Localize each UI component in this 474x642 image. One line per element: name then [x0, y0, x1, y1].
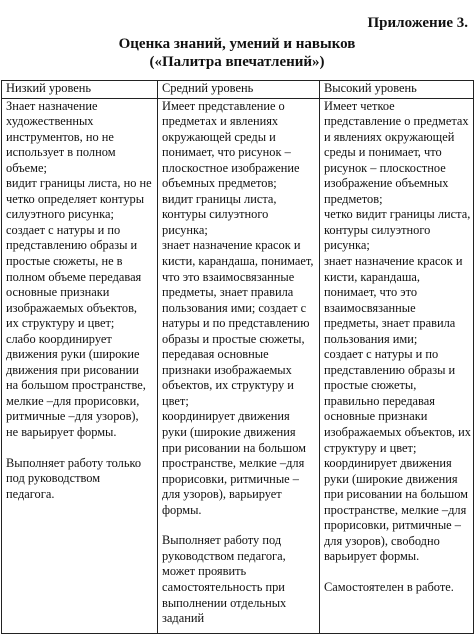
low-level-independence — [6, 456, 155, 503]
header-medium-level: Средний уровень — [158, 81, 320, 99]
text-line: использует в полном — [6, 145, 116, 160]
text-line: понимает, что это — [324, 285, 418, 300]
text-line: представлению образы и — [324, 362, 456, 377]
text-line: простые сюжеты, не в — [6, 254, 123, 269]
text-line: рисунка; — [162, 222, 208, 237]
document-subtitle: («Палитра впечатлений») — [149, 54, 325, 70]
text-line: прорисовки, ритмичные – — [324, 518, 461, 533]
text-line: при рисовании на большом — [324, 487, 468, 502]
low-level-description — [6, 99, 155, 441]
text-line: взаимосвязанные — [324, 300, 416, 315]
text-line: выполнении отдельных — [162, 595, 287, 610]
text-line: видит границы листа, — [162, 191, 277, 206]
cell-high-level — [320, 98, 474, 633]
text-line: плоскостное изображение — [162, 160, 300, 175]
text-line: объектов, их структуру и — [162, 378, 294, 393]
text-line: знает назначение красок и — [162, 238, 301, 253]
table-header-row — [2, 81, 474, 99]
text-line: может проявить — [162, 564, 247, 579]
text-line: Имеет четкое — [324, 98, 395, 113]
text-line: представление о предметах — [324, 114, 469, 129]
text-line: пространстве, мелкие –для — [162, 456, 305, 471]
document-title: Оценка знаний, умений и навыков — [118, 36, 356, 52]
text-line: Имеет представление о — [162, 98, 285, 113]
text-line: простые сюжеты, — [324, 378, 417, 393]
text-line: предметы, знает правила — [162, 285, 294, 300]
table-row — [2, 98, 474, 633]
text-line: формы. — [162, 502, 202, 517]
text-line: кисти, карандаша, — [324, 269, 420, 284]
text-line: натуры и по представлению — [162, 316, 310, 331]
text-line: образы и простые сюжеты, — [162, 331, 305, 346]
cell-medium-level — [158, 98, 320, 633]
text-line: для узоров), свободно — [324, 533, 440, 548]
text-line: под руководством — [6, 471, 101, 486]
text-line: пользования ими; — [324, 331, 418, 346]
text-line: прорисовки, ритмичные – — [162, 471, 299, 486]
text-line: движения при рисовании — [6, 362, 139, 377]
appendix-number: Приложение 3. — [367, 15, 468, 31]
text-line: координирует движения — [162, 409, 290, 424]
medium-level-independence — [162, 533, 317, 626]
text-line: основные признаки — [6, 285, 110, 300]
text-line: Выполняет работу под — [162, 533, 282, 548]
cell-low-level — [2, 98, 158, 633]
text-line: силуэтного рисунка; — [6, 207, 114, 222]
text-line: создает с натуры и по — [6, 222, 121, 237]
text-line: полном объеме передавая — [6, 269, 142, 284]
text-line: их структуру и цвет; — [6, 316, 115, 331]
text-line: координирует движения — [324, 456, 452, 471]
text-line: Выполняет работу только — [6, 455, 142, 470]
text-line: видит границы листа, но не — [6, 176, 152, 191]
text-line: объемных предметов; — [162, 176, 277, 191]
text-line: инструментов, но не — [6, 129, 114, 144]
text-line: руководством педагога, — [162, 548, 286, 563]
text-line: контуры силуэтного — [324, 222, 431, 237]
text-line: предметах и явлениях — [162, 114, 279, 129]
text-line: четко определяет контуры — [6, 191, 145, 206]
text-line: предметов; — [324, 191, 383, 206]
text-line: окружающей среды и — [162, 129, 276, 144]
text-line: среды и понимает, что — [324, 145, 442, 160]
text-line: самостоятельность при — [162, 579, 285, 594]
medium-level-description — [162, 99, 317, 519]
text-line: четко видит границы листа, — [324, 207, 471, 222]
text-line: что это взаимосвязанные — [162, 269, 295, 284]
text-line: ритмичные –для узоров), — [6, 409, 139, 424]
text-line: объеме; — [6, 160, 47, 175]
text-line: слабо координирует — [6, 331, 112, 346]
text-line: понимает, что рисунок – — [162, 145, 291, 160]
text-line: заданий — [162, 611, 205, 626]
text-line: правильно передавая — [324, 393, 435, 408]
text-line: Знает назначение — [6, 98, 98, 113]
text-line: передавая основные — [162, 347, 269, 362]
text-line: цвет; — [162, 393, 189, 408]
text-line: Самостоятелен в работе. — [324, 579, 454, 594]
text-line: при рисовании на большом — [162, 440, 306, 455]
text-line: пользования ими; создает с — [162, 300, 307, 315]
header-high-level: Высокий уровень — [320, 81, 474, 99]
text-line: движения руки (широкие — [6, 347, 140, 362]
high-level-description — [324, 99, 471, 565]
text-line: основные признаки — [324, 409, 428, 424]
text-line: предметы, знает правила — [324, 316, 456, 331]
text-line: руки (широкие движения — [162, 425, 296, 440]
high-level-independence — [324, 580, 471, 596]
text-line: педагога. — [6, 486, 55, 501]
text-line: на большом пространстве, — [6, 378, 146, 393]
text-line: создает с натуры и по — [324, 347, 439, 362]
text-line: не варьирует формы. — [6, 425, 117, 440]
text-line: мелкие –для прорисовки, — [6, 393, 140, 408]
text-line: структуру и цвет; — [324, 440, 417, 455]
text-line: признаки изображаемых — [162, 362, 292, 377]
text-line: художественных — [6, 114, 94, 129]
header-low-level: Низкий уровень — [2, 81, 158, 99]
text-line: рисунка; — [324, 238, 370, 253]
text-line: изображаемых объектов, их — [324, 425, 471, 440]
text-line: контуры силуэтного — [162, 207, 269, 222]
text-line: пространстве, мелкие –для — [324, 502, 467, 517]
text-line: варьирует формы. — [324, 549, 420, 564]
text-line: изображаемых объектов, — [6, 300, 138, 315]
assessment-table — [1, 80, 474, 634]
text-line: представлению образы и — [6, 238, 138, 253]
text-line: и явлениях окружающей — [324, 129, 455, 144]
text-line: руки (широкие движения — [324, 471, 458, 486]
text-line: кисти, карандаша, понимает, — [162, 254, 314, 269]
text-line: знает назначение красок и — [324, 254, 463, 269]
text-line: изображение объемных — [324, 176, 449, 191]
text-line: рисунок – плоскостное — [324, 160, 446, 175]
text-line: для узоров), варьирует — [162, 487, 282, 502]
